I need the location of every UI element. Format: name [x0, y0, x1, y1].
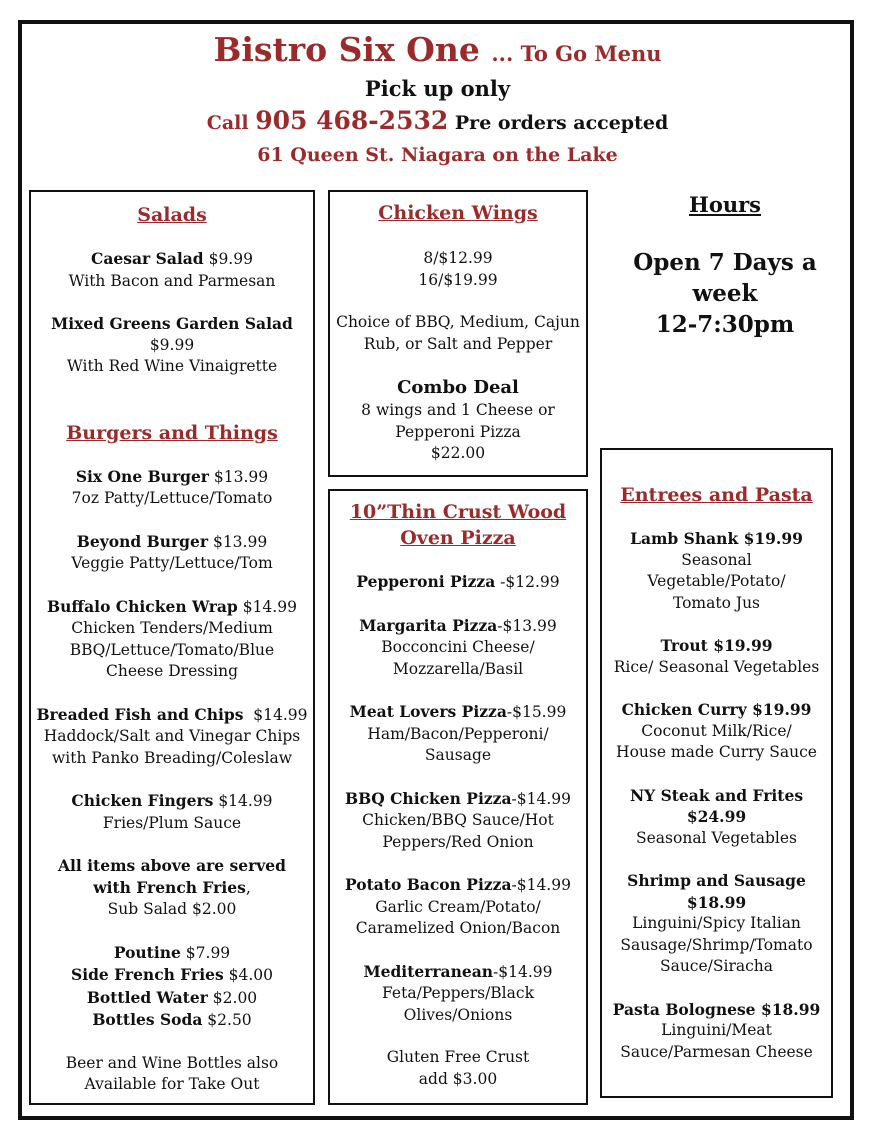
- note-line: Gluten Free Crust: [386, 1048, 530, 1066]
- hours-line: week: [692, 280, 758, 307]
- choice-line: Choice of BBQ, Medium, Cajun: [336, 313, 580, 331]
- item-price: $14.99: [218, 792, 273, 810]
- item-desc: Sauce/Siracha: [659, 957, 774, 975]
- item-name: Shrimp and Sausage: [627, 871, 806, 890]
- item-desc: Linguini/Meat: [661, 1021, 772, 1039]
- entrees-heading: Entrees and Pasta: [620, 484, 813, 506]
- menu-item: [602, 785, 831, 850]
- menu-item: [602, 870, 831, 978]
- pizza-heading: Oven Pizza: [400, 527, 516, 549]
- item-name: Pepperoni Pizza: [356, 572, 496, 591]
- note-line: add $3.00: [418, 1069, 498, 1088]
- call-label: Call: [206, 112, 249, 134]
- restaurant-title: [0, 30, 875, 74]
- item-name: Meat Lovers Pizza: [349, 702, 507, 721]
- item-name: Buffalo Chicken Wrap: [47, 596, 238, 616]
- wings-price: 16/$19.99: [418, 270, 498, 289]
- combo-deal: [330, 376, 586, 465]
- salads-heading: Salads: [137, 204, 207, 226]
- fries-note: [31, 855, 313, 921]
- menu-item: [31, 790, 313, 834]
- item-desc: Feta/Peppers/Black: [382, 984, 534, 1002]
- item-price: -$14.99: [493, 962, 553, 981]
- item-price: -$14.99: [511, 789, 571, 808]
- item-desc: Caramelized Onion/Bacon: [355, 919, 561, 937]
- menu-item: [602, 999, 831, 1064]
- item-name: Side French Fries: [71, 965, 224, 984]
- gluten-free-note: [330, 1047, 586, 1090]
- menu-item: [31, 531, 313, 575]
- item-desc: Garlic Cream/Potato/: [375, 897, 541, 916]
- item-desc: Rice/ Seasonal Vegetables: [613, 657, 820, 676]
- item-name: NY Steak and Frites: [629, 785, 804, 805]
- item-name: Chicken Fingers: [71, 791, 214, 810]
- choice-line: Rub, or Salt and Pepper: [363, 334, 553, 353]
- item-desc: 7oz Patty/Lettuce/Tomato: [71, 489, 273, 507]
- menu-item: [31, 248, 313, 292]
- item-price: $4.00: [228, 966, 273, 984]
- item-name: Lamb Shank $19.99: [630, 529, 803, 548]
- preorders-note: Pre orders accepted: [454, 112, 669, 134]
- menu-item: [31, 596, 313, 683]
- item-price: $7.99: [185, 943, 231, 962]
- hours-panel: [600, 190, 850, 340]
- item-name: Six One Burger: [75, 466, 209, 486]
- hours-value: [600, 247, 850, 340]
- extras-list: [31, 942, 313, 1032]
- menu-item: [31, 466, 313, 510]
- item-price: -$14.99: [511, 876, 571, 894]
- hours-line: 12-7:30pm: [655, 311, 795, 338]
- item-name: Beyond Burger: [76, 531, 209, 551]
- hours-heading: Hours: [688, 192, 761, 217]
- address: 61 Queen St. Niagara on the Lake: [257, 144, 618, 166]
- note-comma: ,: [245, 878, 251, 897]
- item-name: Margarita Pizza: [359, 615, 498, 635]
- item-desc: With Bacon and Parmesan: [68, 271, 276, 290]
- menu-item: [330, 701, 586, 767]
- item-desc: Cheese Dressing: [105, 662, 239, 680]
- menu-item: [330, 615, 586, 681]
- hours-line: Open 7 Days a: [633, 249, 817, 276]
- item-name: Chicken Curry $19.99: [621, 700, 812, 719]
- entrees-panel: [600, 448, 833, 1098]
- item-price: $14.99: [253, 705, 308, 724]
- item-desc: BBQ/Lettuce/Tomato/Blue: [69, 640, 275, 659]
- wings-price: 8/$12.99: [423, 249, 493, 267]
- item-desc: Vegetable/Potato/: [647, 572, 786, 590]
- item-price: -$13.99: [497, 616, 557, 635]
- item-desc: with Panko Breading/Coleslaw: [52, 748, 292, 767]
- pizza-heading: 10”Thin Crust Wood: [349, 501, 567, 523]
- item-price: $2.50: [207, 1011, 252, 1029]
- pizza-panel: [328, 489, 588, 1105]
- item-name: Breaded Fish and Chips: [36, 704, 244, 724]
- item-desc: Sauce/Parmesan Cheese: [620, 1042, 813, 1061]
- item-price: -$12.99: [495, 573, 560, 591]
- item-price: $9.99: [208, 250, 253, 268]
- item-name: Poutine: [113, 942, 181, 962]
- item-name: Caesar Salad: [91, 249, 204, 268]
- item-price: -$15.99: [506, 703, 567, 721]
- phone-number: 905 468-2532: [255, 106, 449, 135]
- restaurant-name: Bistro Six One: [213, 30, 480, 69]
- item-price: $24.99: [686, 807, 747, 826]
- note-line: Beer and Wine Bottles also: [65, 1053, 279, 1072]
- item-name: Bottled Water: [86, 987, 208, 1007]
- wings-heading: Chicken Wings: [378, 202, 538, 224]
- item-desc: Chicken Tenders/Medium: [71, 619, 273, 637]
- item-desc: Tomato Jus: [672, 593, 761, 612]
- combo-line: Pepperoni Pizza: [395, 422, 521, 441]
- item-name: Mixed Greens Garden Salad: [51, 314, 293, 333]
- item-desc: Linguini/Spicy Italian: [632, 914, 801, 932]
- item-desc: Coconut Milk/Rice/: [641, 721, 792, 740]
- menu-header: [0, 30, 875, 170]
- menu-item: [602, 528, 831, 614]
- item-desc: Olives/Onions: [403, 1005, 513, 1024]
- beer-wine-note: [31, 1053, 313, 1096]
- menu-item: [31, 313, 313, 378]
- menu-item: [330, 571, 586, 594]
- burgers-heading: Burgers and Things: [66, 421, 278, 444]
- item-price: $18.99: [686, 892, 747, 912]
- note-line: Available for Take Out: [84, 1075, 260, 1093]
- call-line: [0, 104, 875, 140]
- menu-item: [31, 704, 313, 770]
- menu-item: [330, 961, 586, 1027]
- item-desc: Ham/Bacon/Pepperoni/: [367, 724, 549, 743]
- item-desc: Seasonal: [681, 550, 752, 569]
- item-name: BBQ Chicken Pizza: [345, 788, 512, 808]
- combo-price: $22.00: [430, 444, 486, 462]
- item-name: Bottles Soda: [92, 1010, 203, 1029]
- item-price: $13.99: [213, 467, 269, 486]
- note-line: Sub Salad $2.00: [107, 900, 237, 918]
- item-price: $9.99: [149, 335, 195, 354]
- item-price: $14.99: [242, 597, 297, 616]
- item-desc: With Red Wine Vinaigrette: [66, 357, 278, 375]
- wings-prices: [330, 248, 586, 291]
- item-desc: Veggie Patty/Lettuce/Tom: [71, 554, 273, 572]
- item-desc: Fries/Plum Sauce: [102, 813, 242, 832]
- note-line: with French Fries: [93, 877, 246, 897]
- note-line: All items above are served: [57, 856, 287, 875]
- combo-title: Combo Deal: [397, 377, 519, 398]
- item-name: Pasta Bolognese $18.99: [612, 999, 821, 1019]
- item-desc: House made Curry Sauce: [616, 743, 817, 761]
- item-price: $13.99: [212, 532, 268, 551]
- menu-item: [602, 699, 831, 764]
- wings-choices: [330, 312, 586, 355]
- item-desc: Peppers/Red Onion: [382, 832, 534, 851]
- item-desc: Seasonal Vegetables: [636, 828, 797, 847]
- menu-item: [330, 874, 586, 940]
- item-desc: Sausage: [424, 746, 492, 764]
- item-name: Potato Bacon Pizza: [345, 875, 512, 894]
- salads-burgers-panel: [29, 190, 315, 1105]
- item-desc: Haddock/Salt and Vinegar Chips: [43, 727, 301, 745]
- item-desc: Mozzarella/Basil: [392, 659, 524, 678]
- item-desc: Chicken/BBQ Sauce/Hot: [362, 811, 554, 829]
- menu-item: [330, 788, 586, 854]
- item-desc: Sausage/Shrimp/Tomato: [620, 935, 813, 954]
- menu-subtitle: ... To Go Menu: [491, 41, 662, 66]
- item-name: Mediterranean: [363, 961, 494, 981]
- menu-item: [602, 635, 831, 678]
- pickup-notice: Pick up only: [364, 76, 511, 101]
- item-desc: Bocconcini Cheese/: [381, 638, 535, 656]
- item-name: Trout $19.99: [660, 636, 773, 655]
- item-price: $2.00: [212, 988, 258, 1007]
- combo-line: 8 wings and 1 Cheese or: [361, 401, 555, 419]
- chicken-wings-panel: [328, 190, 588, 477]
